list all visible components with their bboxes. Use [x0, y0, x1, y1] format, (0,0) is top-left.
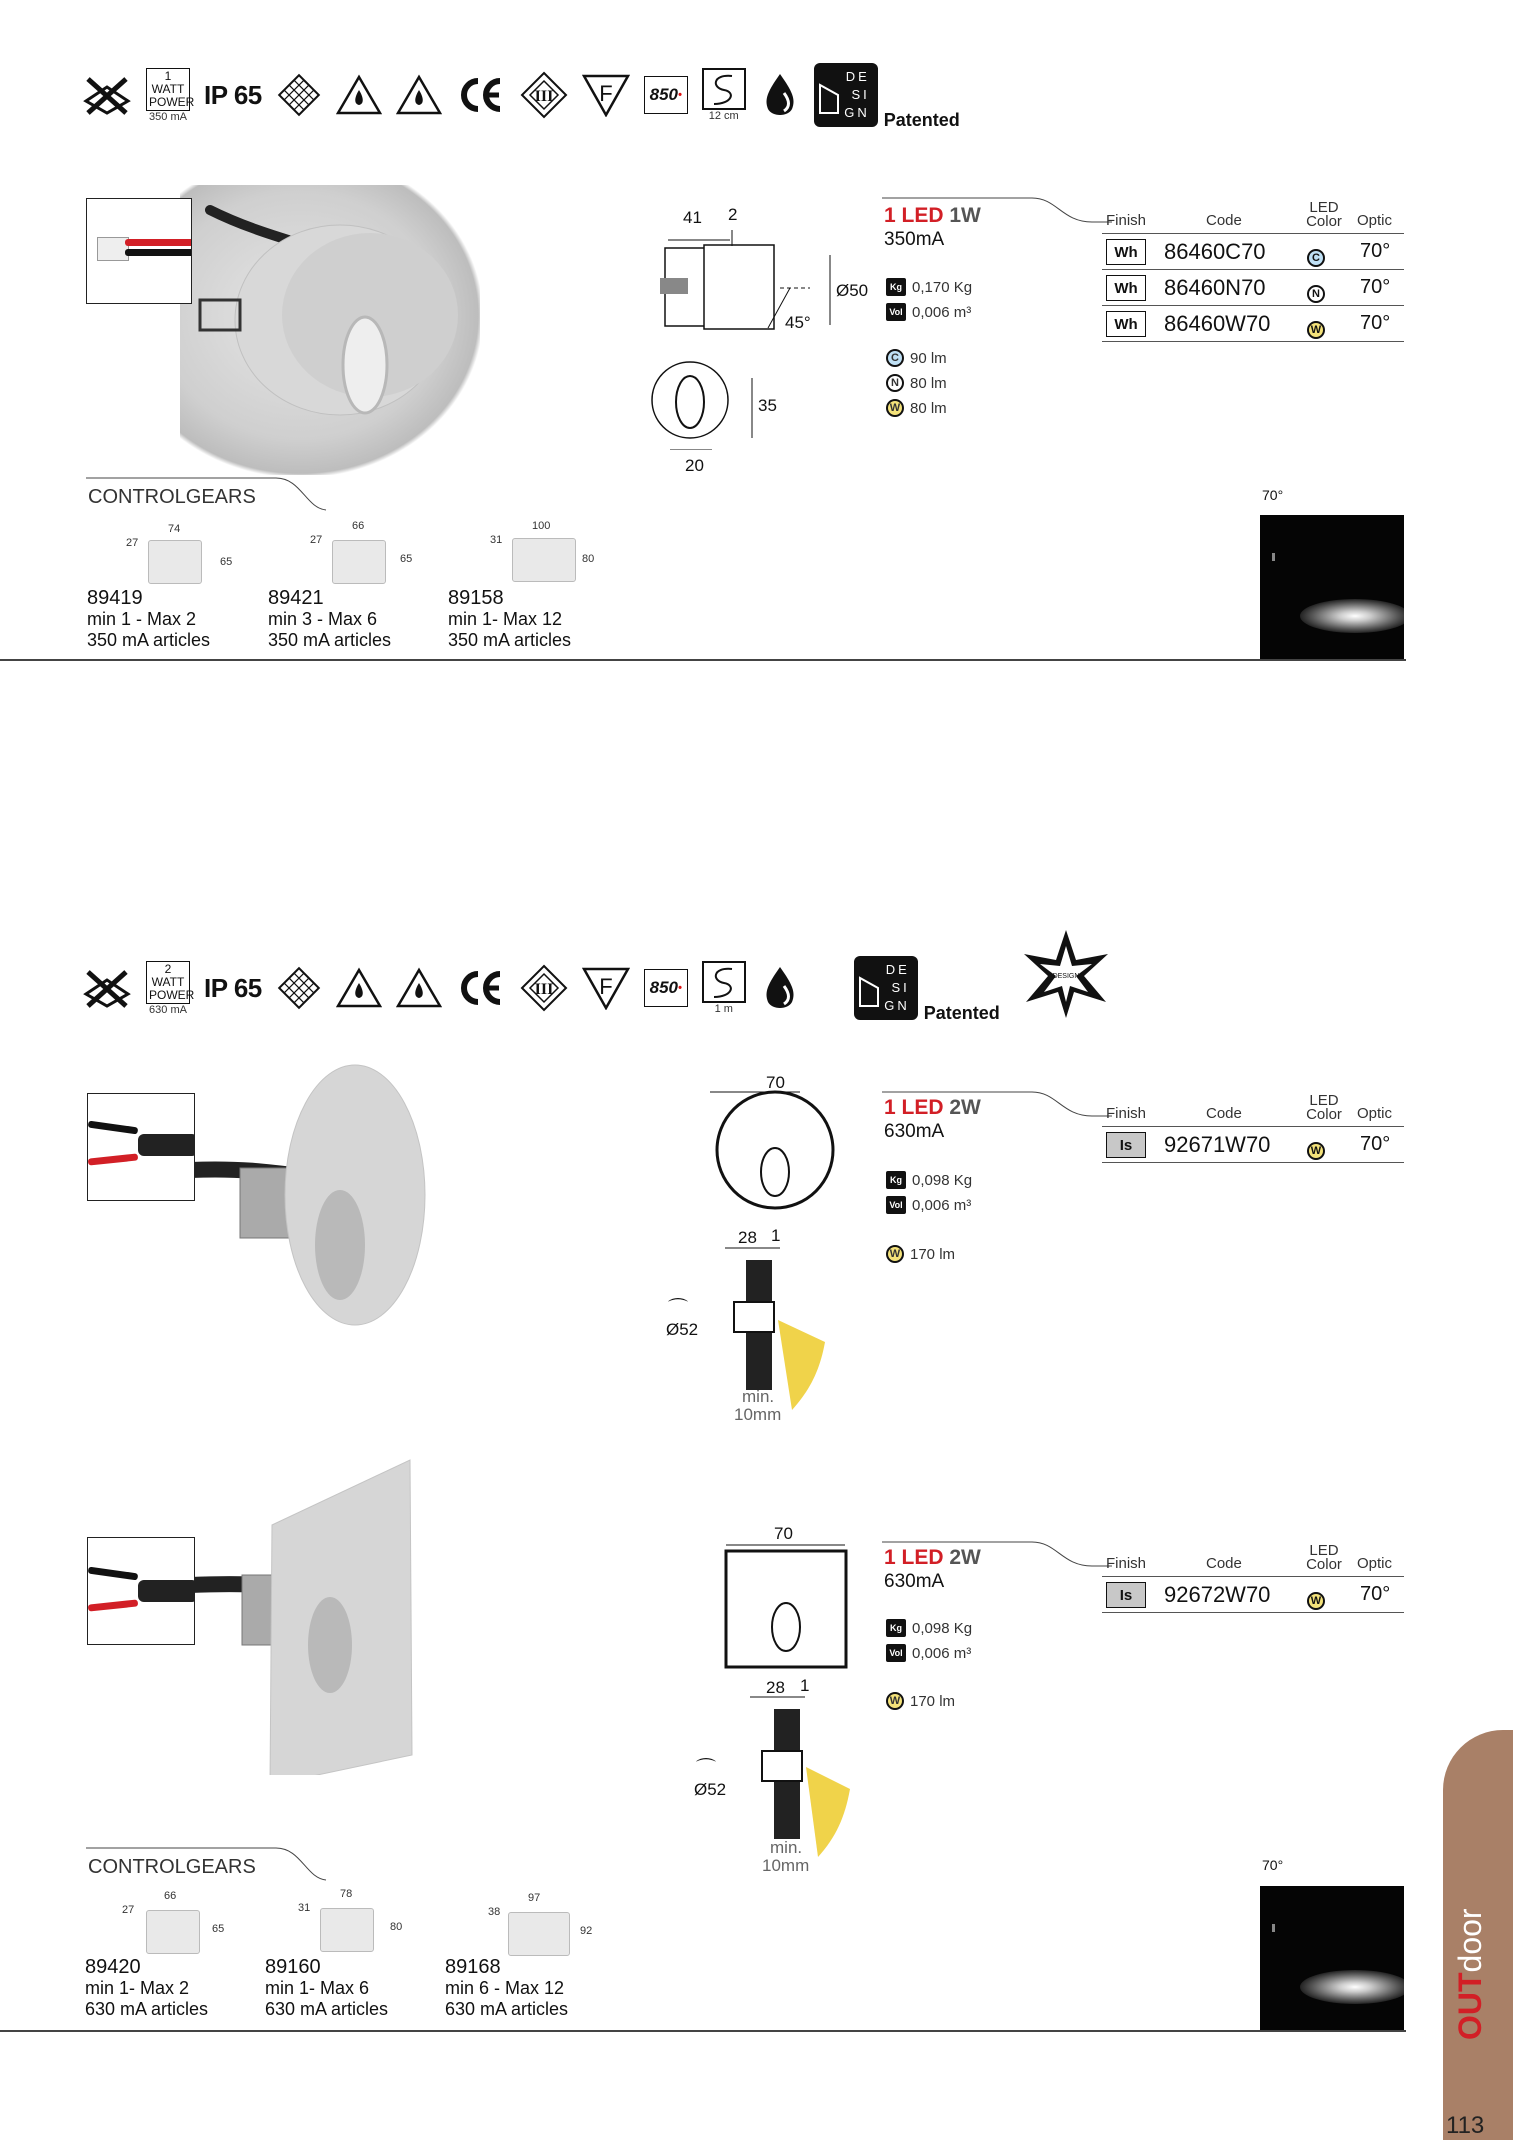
- cg-range: min 1 - Max 2: [87, 609, 197, 629]
- design-logo-icon: [854, 956, 918, 1020]
- connector-inset-2: [87, 1093, 195, 1201]
- led-title-2: [884, 1096, 981, 1120]
- controlgear-image: [146, 1910, 200, 1954]
- award-text: DESIGN: [1052, 973, 1080, 980]
- temperature-850-icon: [644, 76, 688, 114]
- lumen-w: [886, 399, 947, 417]
- f-mark-icon: [582, 966, 630, 1010]
- product-table-1: [1102, 193, 1404, 342]
- power-label: 2 WATT POWER: [146, 961, 190, 1004]
- volume-value: 0,006 m³: [912, 1196, 972, 1214]
- cg-code: 89168: [445, 1956, 501, 1978]
- controlgear-image: [148, 540, 202, 584]
- cg-depth: 31: [298, 1902, 311, 1914]
- vol-icon: Vol: [886, 303, 906, 321]
- cable-length-icon: [702, 961, 746, 1015]
- grid-pattern-icon: [276, 965, 322, 1011]
- hole-icon: ⌒: [668, 1298, 688, 1320]
- hdr-led-color: LED Color: [1306, 199, 1342, 230]
- kg-icon: Kg: [886, 278, 906, 296]
- cg-height: 80: [582, 553, 595, 565]
- round-light-shape: [190, 200, 470, 460]
- beam-photo-2: [1260, 1886, 1404, 2031]
- finish-badge: Is: [1106, 1132, 1146, 1158]
- category-tab-label: [1452, 1908, 1489, 2040]
- product-code: 86460C70: [1164, 239, 1266, 264]
- dim-28: 28: [766, 1678, 785, 1697]
- cg-code: 89158: [448, 587, 504, 609]
- design-si: SI: [891, 980, 910, 995]
- table-row: [1102, 1126, 1404, 1163]
- cg-code: 89160: [265, 1956, 321, 1978]
- table-header: [1102, 1086, 1404, 1126]
- finish-badge: Wh: [1106, 311, 1146, 337]
- k850-text: 850: [649, 85, 678, 104]
- grid-pattern-icon: [276, 72, 322, 118]
- section-divider-1: [0, 659, 1406, 661]
- beam-photo-1: [1260, 515, 1404, 660]
- controlgear-item: [87, 588, 210, 651]
- lumen-n: [886, 374, 947, 392]
- hole-size: Ø52: [666, 1320, 699, 1339]
- dim-1: 1: [771, 1226, 781, 1245]
- cg-width: 66: [352, 520, 365, 532]
- cg-code: 89419: [87, 587, 143, 609]
- patented-label: Patented: [883, 110, 960, 130]
- dim-28: 28: [738, 1228, 757, 1247]
- ip-rating: IP 65: [204, 79, 262, 110]
- led-title-1: [884, 204, 981, 228]
- led-count: 1 LED: [884, 204, 944, 227]
- cg-depth: 27: [310, 534, 323, 546]
- led-current-2: 630mA: [884, 1121, 945, 1142]
- class-iii-text: III: [534, 88, 554, 105]
- page-number: 113: [1446, 2112, 1485, 2139]
- controlgear-item: [265, 1957, 388, 2020]
- table-row: [1102, 305, 1404, 342]
- color-w-icon: W: [886, 399, 904, 417]
- degree-dot: •: [678, 982, 682, 994]
- lumen-c: [886, 349, 947, 367]
- hdr-led-color: LED Color: [1306, 1542, 1342, 1573]
- design-si: SI: [851, 87, 870, 102]
- design-logo-icon: [814, 63, 878, 127]
- power-label: 1 WATT POWER: [146, 68, 190, 111]
- table-row: [1102, 233, 1404, 269]
- drip-proof-icon-2: [396, 74, 442, 116]
- hole-icon: ⌒: [696, 1758, 716, 1780]
- ce-mark-icon: [456, 73, 506, 117]
- kg-icon: Kg: [886, 1171, 906, 1189]
- color-w-icon: W: [886, 1692, 904, 1710]
- volume-value: 0,006 m³: [912, 303, 972, 321]
- lumen-w-value: 80 lm: [910, 399, 947, 417]
- product-code: 86460W70: [1164, 311, 1271, 336]
- kg-icon: Kg: [886, 1619, 906, 1637]
- cg-depth: 38: [488, 1906, 501, 1918]
- dim-70: 70: [774, 1524, 793, 1543]
- product-photo-round-2: [180, 1060, 440, 1340]
- hdr-code: Code: [1206, 212, 1242, 229]
- product-code: 86460N70: [1164, 275, 1266, 300]
- color-c-icon: C: [886, 349, 904, 367]
- finish-badge: Wh: [1106, 239, 1146, 265]
- optic-value: 70°: [1360, 1583, 1391, 1605]
- no-insulation-cover-icon: [82, 73, 132, 117]
- no-insulation-cover-icon: [82, 966, 132, 1010]
- min-label: min.: [742, 1387, 775, 1406]
- power-rating-icon: [146, 68, 195, 123]
- table-row: [1102, 269, 1404, 305]
- weight-value: 0,170 Kg: [912, 278, 973, 296]
- design-gn: GN: [884, 998, 910, 1013]
- lumen-value: 170 lm: [910, 1692, 956, 1710]
- vol-icon: Vol: [886, 1196, 906, 1214]
- cg-range: min 1- Max 2: [85, 1978, 190, 1998]
- k850-text: 850: [649, 978, 678, 997]
- f-mark-icon: [582, 73, 630, 117]
- volume-value: 0,006 m³: [912, 1644, 972, 1662]
- led-count: 1 LED: [884, 1546, 944, 1569]
- lumen-n-value: 80 lm: [910, 374, 947, 392]
- hdr-finish: Finish: [1106, 1555, 1147, 1572]
- table-header: [1102, 1536, 1404, 1576]
- cable-length-value: 1 m: [714, 1003, 733, 1015]
- connector-inset-1: [86, 198, 192, 304]
- connector-inset-3: [87, 1537, 195, 1645]
- controlgear-image: [512, 538, 576, 582]
- class-iii-text: III: [534, 981, 554, 998]
- hdr-optic: Optic: [1357, 212, 1393, 229]
- weight-value: 0,098 Kg: [912, 1171, 973, 1189]
- cg-range: min 1- Max 12: [448, 609, 563, 629]
- hdr-finish: Finish: [1106, 212, 1147, 229]
- cg-code: 89420: [85, 1956, 141, 1978]
- beam-label-1: 70°: [1262, 487, 1284, 503]
- dim-70: 70: [766, 1073, 785, 1092]
- led-color-n-icon: N: [1307, 285, 1325, 303]
- ce-mark-icon: [456, 966, 506, 1010]
- led-watt: 1W: [949, 204, 981, 227]
- lumen-w-2: [886, 1245, 955, 1263]
- lumen-value: 170 lm: [910, 1245, 956, 1263]
- weight-value: 0,098 Kg: [912, 1619, 973, 1637]
- led-watt: 2W: [949, 1546, 981, 1569]
- color-n-icon: N: [886, 374, 904, 392]
- cg-range: min 3 - Max 6: [268, 609, 378, 629]
- feature-icons-row-2: [82, 948, 1112, 1028]
- dim-20: 20: [685, 456, 704, 475]
- temperature-850-icon: [644, 969, 688, 1007]
- design-award-star-icon: [1020, 928, 1112, 1020]
- cg-articles: 350 mA articles: [448, 630, 572, 650]
- drip-proof-icon: [336, 967, 382, 1009]
- dim-50: Ø50: [836, 281, 869, 300]
- cg-width: 74: [168, 523, 181, 535]
- lumen-c-value: 90 lm: [910, 349, 947, 367]
- led-watt: 2W: [949, 1096, 981, 1119]
- cable-length-value: 12 cm: [708, 110, 739, 122]
- controlgear-item: [448, 588, 571, 651]
- led-color-w-icon: W: [1307, 321, 1325, 339]
- led-color-c-icon: C: [1307, 249, 1325, 267]
- feature-icons-row-1: [82, 55, 960, 135]
- volume-spec-2: [886, 1196, 971, 1214]
- weight-spec-1: [886, 278, 972, 296]
- vol-icon: Vol: [886, 1644, 906, 1662]
- led-current-3: 630mA: [884, 1571, 945, 1592]
- weight-spec-3: [886, 1619, 972, 1637]
- controlgears-title-2: CONTROLGEARS: [88, 1856, 256, 1878]
- tab-out: OUT: [1452, 1972, 1488, 2040]
- patented-label: Patented: [923, 1003, 1000, 1023]
- section-divider-2: [0, 2030, 1406, 2032]
- class-iii-icon: [520, 964, 568, 1012]
- design-de: DE: [885, 962, 910, 977]
- cg-width: 78: [340, 1888, 353, 1900]
- optic-value: 70°: [1360, 240, 1391, 262]
- degree-dot: •: [678, 89, 682, 101]
- design-gn: GN: [844, 105, 870, 120]
- hdr-finish: Finish: [1106, 1105, 1147, 1122]
- technical-drawing-2: [660, 1080, 880, 1430]
- tab-door: door: [1452, 1908, 1488, 1973]
- product-code: 92671W70: [1164, 1132, 1271, 1157]
- hole-size: Ø52: [694, 1780, 727, 1799]
- product-code: 92672W70: [1164, 1582, 1271, 1607]
- finish-badge: Wh: [1106, 275, 1146, 301]
- product-table-3: [1102, 1536, 1404, 1613]
- cg-code: 89421: [268, 587, 324, 609]
- product-table-2: [1102, 1086, 1404, 1163]
- cg-depth: 27: [122, 1904, 135, 1916]
- power-rating-icon: [146, 961, 195, 1016]
- hdr-optic: Optic: [1357, 1105, 1393, 1122]
- cg-articles: 630 mA articles: [265, 1999, 389, 2019]
- weight-spec-2: [886, 1171, 972, 1189]
- cg-range: min 1- Max 6: [265, 1978, 370, 1998]
- product-photo-square: [180, 1455, 440, 1775]
- optic-value: 70°: [1360, 312, 1391, 334]
- led-count: 1 LED: [884, 1096, 944, 1119]
- hdr-led-color: LED Color: [1306, 1092, 1342, 1123]
- finish-badge: Is: [1106, 1582, 1146, 1608]
- water-drop-icon: [760, 71, 800, 119]
- power-current: 350 mA: [149, 110, 187, 123]
- cg-range: min 6 - Max 12: [445, 1978, 565, 1998]
- table-row: [1102, 1576, 1404, 1613]
- cg-width: 66: [164, 1890, 177, 1902]
- svg-text:F: F: [599, 974, 613, 999]
- hdr-code: Code: [1206, 1555, 1242, 1572]
- controlgear-item: [268, 588, 391, 651]
- cg-width: 100: [532, 520, 551, 532]
- svg-text:F: F: [599, 81, 613, 106]
- min-value: 10mm: [734, 1405, 782, 1424]
- drip-proof-icon: [336, 74, 382, 116]
- class-iii-icon: [520, 71, 568, 119]
- lumen-w-3: [886, 1692, 955, 1710]
- controlgear-item: [85, 1957, 208, 2020]
- cg-height: 92: [580, 1925, 593, 1937]
- cg-height: 65: [212, 1923, 225, 1935]
- cg-articles: 630 mA articles: [85, 1999, 209, 2019]
- hdr-code: Code: [1206, 1105, 1242, 1122]
- power-current: 630 mA: [149, 1003, 187, 1016]
- led-color-w-icon: W: [1307, 1592, 1325, 1610]
- beam-label-2: 70°: [1262, 1857, 1284, 1873]
- cg-width: 97: [528, 1892, 541, 1904]
- cg-height: 65: [220, 556, 233, 568]
- controlgears-title-1: CONTROLGEARS: [88, 486, 256, 508]
- cg-depth: 27: [126, 537, 139, 549]
- cg-articles: 350 mA articles: [87, 630, 211, 650]
- design-de: DE: [845, 69, 870, 84]
- dim-35: 35: [758, 396, 777, 415]
- led-title-3: [884, 1546, 981, 1570]
- table-header: [1102, 193, 1404, 233]
- controlgear-image: [320, 1908, 374, 1952]
- cg-articles: 630 mA articles: [445, 1999, 569, 2019]
- cg-height: 80: [390, 1921, 403, 1933]
- cg-articles: 350 mA articles: [268, 630, 392, 650]
- led-current-1: 350mA: [884, 229, 945, 250]
- controlgear-image: [508, 1912, 570, 1956]
- dim-41: 41: [683, 208, 702, 227]
- ip-rating: IP 65: [204, 972, 262, 1003]
- volume-spec-3: [886, 1644, 971, 1662]
- min-value: 10mm: [762, 1856, 810, 1875]
- color-w-icon: W: [886, 1245, 904, 1263]
- cg-height: 65: [400, 553, 413, 565]
- min-label: min.: [770, 1838, 803, 1857]
- cg-depth: 31: [490, 534, 503, 546]
- controlgear-item: [445, 1957, 568, 2020]
- hdr-optic: Optic: [1357, 1555, 1393, 1572]
- controlgear-image: [332, 540, 386, 584]
- optic-value: 70°: [1360, 1133, 1391, 1155]
- drip-proof-icon-2: [396, 967, 442, 1009]
- led-color-w-icon: W: [1307, 1142, 1325, 1160]
- water-drop-icon: [760, 964, 800, 1012]
- cable-length-icon: [702, 68, 746, 122]
- technical-drawing-3: [690, 1535, 890, 1875]
- dim-angle: 45°: [785, 313, 811, 332]
- optic-value: 70°: [1360, 276, 1391, 298]
- dim-1: 1: [800, 1676, 810, 1695]
- dim-2: 2: [728, 205, 738, 224]
- volume-spec-1: [886, 303, 971, 321]
